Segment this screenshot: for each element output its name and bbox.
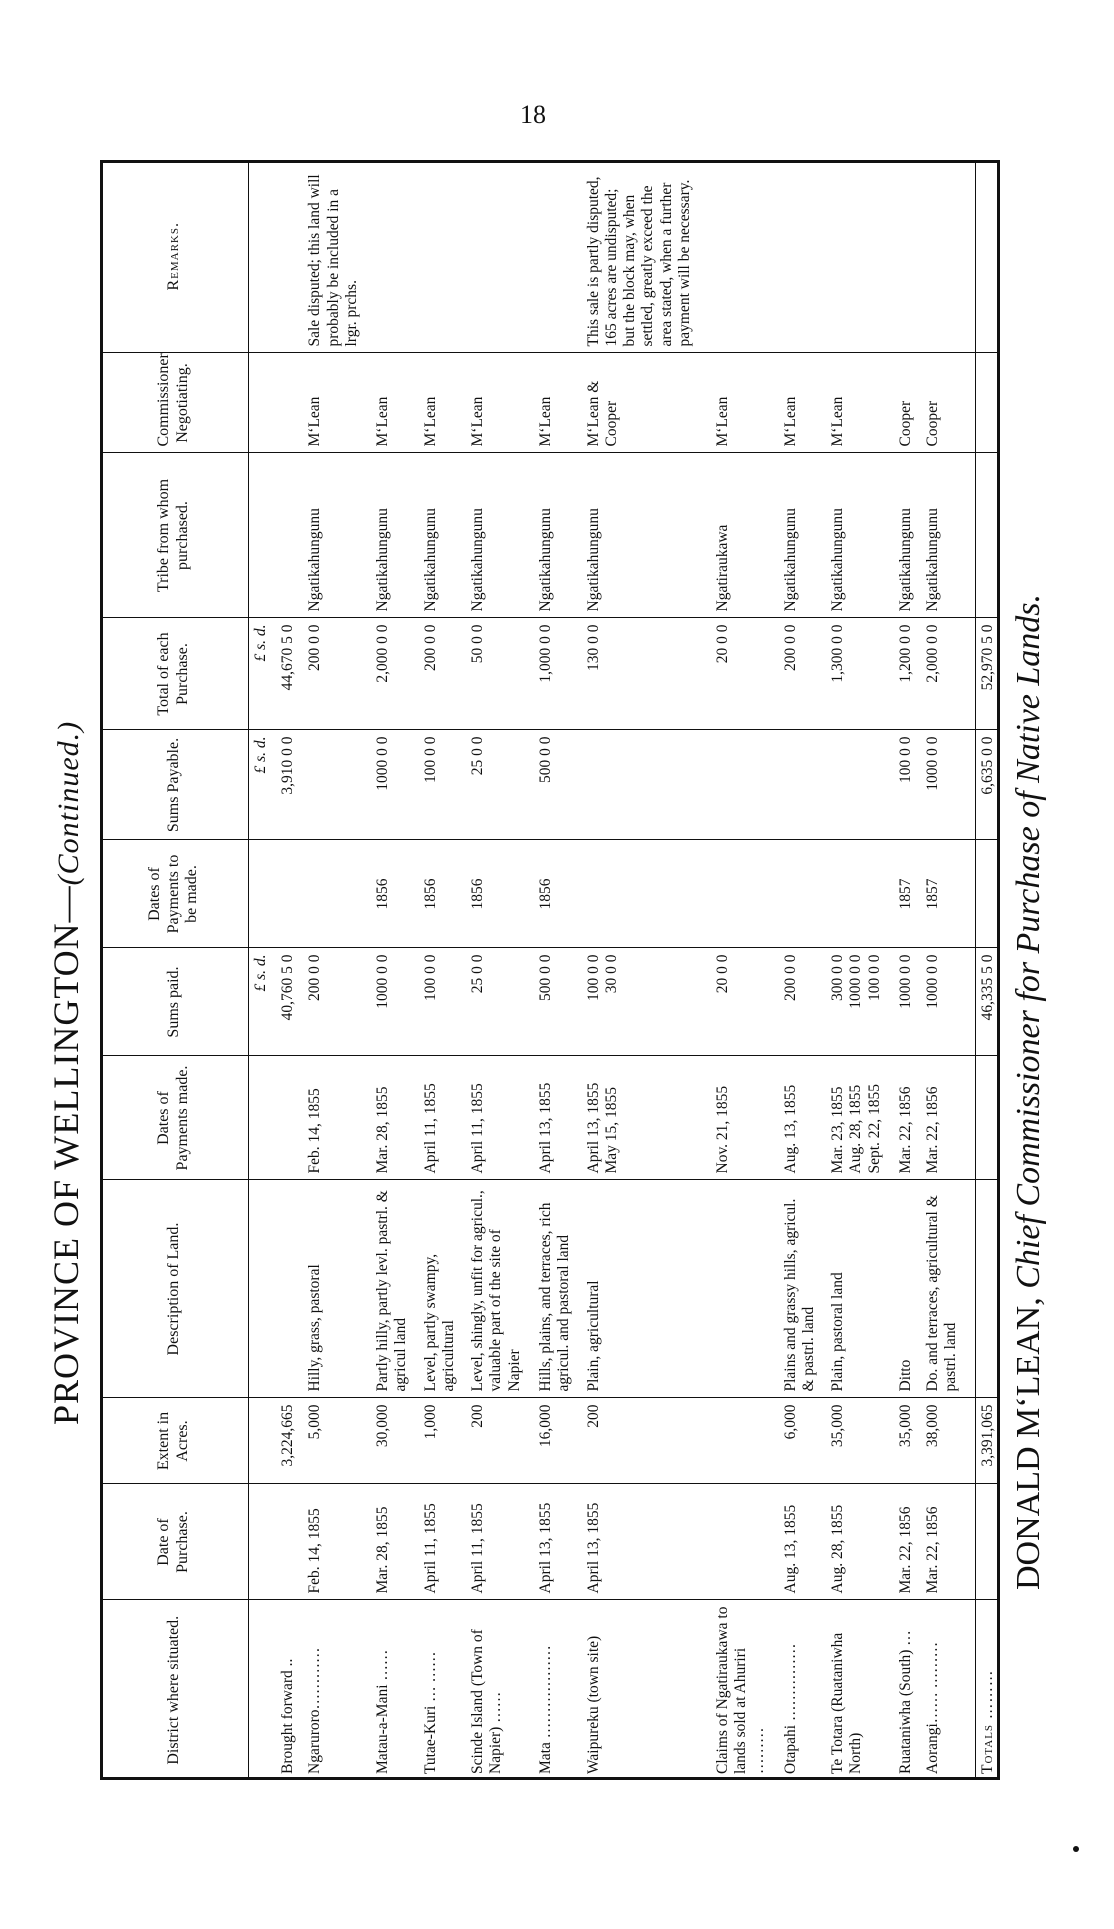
cell-sums-paid: 300 0 0 1000 0 0 100 0 0 xyxy=(826,948,894,1056)
cell-total: 1,300 0 0 xyxy=(826,618,894,730)
units-total: £ s. d. xyxy=(249,618,277,730)
cell-description: Level, partly swampy, agricultural xyxy=(419,1180,467,1398)
cell-extent: 1,000 xyxy=(419,1398,467,1484)
totals-empty xyxy=(975,1056,1000,1180)
totals-empty xyxy=(975,453,1000,618)
cell-description xyxy=(711,1180,779,1398)
cell-commissioner: Cooper xyxy=(894,353,921,453)
units-cell-empty xyxy=(249,1484,277,1600)
cell-sums-payable xyxy=(826,730,894,840)
cell-sums-paid: 20 0 0 xyxy=(711,948,779,1056)
totals-row xyxy=(975,160,1000,1780)
cell-extent: 3,224,665 xyxy=(276,1398,303,1484)
cell-description xyxy=(276,1180,303,1398)
cell-description: Do. and terraces, agricultural & pastrl. land xyxy=(921,1180,969,1398)
cell-commissioner: M‘Lean & Cooper xyxy=(582,353,711,453)
cell-extent: 35,000 xyxy=(894,1398,921,1484)
units-cell-empty xyxy=(249,840,277,948)
cell-tribe: Ngatikahungunu xyxy=(371,453,419,618)
cell-payment-dates: Mar. 22, 1856 xyxy=(894,1056,921,1180)
cell-remarks xyxy=(419,160,467,353)
cell-remarks xyxy=(894,160,921,353)
cell-sums-paid: 100 0 0 30 0 0 xyxy=(582,948,711,1056)
units-cell-empty xyxy=(249,160,277,353)
cell-payment-dates: Mar. 23, 1855 Aug. 28, 1855 Sept. 22, 1855 xyxy=(826,1056,894,1180)
title-main: PROVINCE OF WELLINGTON— xyxy=(46,885,86,1425)
header-tribe: Tribe from whom purchased. xyxy=(100,453,249,618)
cell-district: Ngaruroro………… xyxy=(306,1647,324,1774)
cell-remarks xyxy=(371,160,419,353)
cell-purchase-date: Mar. 22, 1856 xyxy=(921,1484,969,1600)
cell-commissioner: M‘Lean xyxy=(419,353,467,453)
cell-sums-payable: 500 0 0 xyxy=(534,730,582,840)
cell-tribe: Ngatikahungunu xyxy=(582,453,711,618)
cell-sums-payable xyxy=(711,730,779,840)
cell-tribe xyxy=(276,453,303,618)
cell-extent: 16,000 xyxy=(534,1398,582,1484)
cell-payment-dates: Mar. 28, 1855 xyxy=(371,1056,419,1180)
purchase-table xyxy=(100,160,1000,1780)
cell-description: Partly hilly, partly levl. pastrl. & agricul land xyxy=(371,1180,419,1398)
cell-district: Matau-a-Mani …… xyxy=(374,1649,392,1774)
cell-sums-payable xyxy=(582,730,711,840)
cell-remarks xyxy=(534,160,582,353)
cell-commissioner: M‘Lean xyxy=(534,353,582,453)
cell-purchase-date: Aug. 13, 1855 xyxy=(779,1484,827,1600)
totals-extent: 3,391,065 xyxy=(975,1398,1000,1484)
cell-sums-payable: 100 0 0 xyxy=(894,730,921,840)
cell-payment-dates: April 13, 1855 xyxy=(534,1056,582,1180)
cell-district: Brought forward .. xyxy=(279,1658,297,1774)
cell-due-dates xyxy=(779,840,827,948)
cell-purchase-date: April 13, 1855 xyxy=(582,1484,711,1600)
cell-district: Tutae-Kuri … …… xyxy=(421,1651,439,1774)
table-row xyxy=(921,160,969,1780)
totals-empty xyxy=(975,160,1000,353)
header-sums-paid: Sums paid. xyxy=(100,948,249,1056)
cell-extent xyxy=(711,1398,779,1484)
cell-tribe: Ngatikahungunu xyxy=(779,453,827,618)
cell-sums-paid: 200 0 0 xyxy=(779,948,827,1056)
table-row xyxy=(303,160,371,1780)
cell-sums-payable xyxy=(303,730,371,840)
cell-sums-payable: 3,910 0 0 xyxy=(276,730,303,840)
cell-description: Plain, agricultural xyxy=(582,1180,711,1398)
header-total: Total of each Purchase. xyxy=(100,618,249,730)
totals-empty xyxy=(975,840,1000,948)
cell-total: 1,000 0 0 xyxy=(534,618,582,730)
cell-purchase-date: April 13, 1855 xyxy=(534,1484,582,1600)
cell-remarks: Sale disputed; this land will probably be included in a lrgr. prchs. xyxy=(303,160,371,353)
cell-district: Aorangi…… ……… xyxy=(924,1641,942,1774)
cell-district: Scinde Island (Town of Napier) …… xyxy=(469,1629,505,1774)
cell-payment-dates xyxy=(276,1056,303,1180)
totals-sums-paid: 46,335 5 0 xyxy=(975,948,1000,1056)
cell-purchase-date: Feb. 14, 1855 xyxy=(303,1484,371,1600)
cell-due-dates xyxy=(303,840,371,948)
header-extent: Extent in Acres. xyxy=(100,1398,249,1484)
cell-sums-payable: 1000 0 0 xyxy=(371,730,419,840)
cell-remarks xyxy=(826,160,894,353)
table-row xyxy=(779,160,827,1780)
cell-remarks: This sale is partly disputed, 165 acres are undisputed; but the block may, when settled, greatly exceed the area stated, when a further payment will be necessary. xyxy=(582,160,711,353)
units-row xyxy=(249,160,277,1780)
cell-tribe: Ngatikahungunu xyxy=(419,453,467,618)
cell-extent: 30,000 xyxy=(371,1398,419,1484)
cell-district: Te Totara (Ruataniwha North) xyxy=(829,1632,865,1774)
cell-sums-payable: 25 0 0 xyxy=(466,730,534,840)
header-date-of-purchase: Date of Purchase. xyxy=(100,1484,249,1600)
units-sums-payable: £ s. d. xyxy=(249,730,277,840)
totals-label: Totals ……… xyxy=(975,1600,1000,1780)
cell-description: Plains and grassy hills, agricul. & pastrl. land xyxy=(779,1180,827,1398)
ink-speck xyxy=(1073,1846,1079,1852)
cell-total: 2,000 0 0 xyxy=(371,618,419,730)
totals-total: 52,970 5 0 xyxy=(975,618,1000,730)
cell-tribe: Ngatikahungunu xyxy=(466,453,534,618)
page-title xyxy=(45,721,87,1425)
cell-total: 20 0 0 xyxy=(711,618,779,730)
cell-commissioner: M‘Lean xyxy=(371,353,419,453)
header-dates-to-be-made: Dates of Payments to be made. xyxy=(100,840,249,948)
signature xyxy=(1010,594,1048,1590)
units-cell-empty xyxy=(249,1398,277,1484)
cell-district: Waipureku (town site) xyxy=(584,1635,602,1774)
cell-due-dates: 1856 xyxy=(466,840,534,948)
cell-due-dates xyxy=(826,840,894,948)
cell-extent: 6,000 xyxy=(779,1398,827,1484)
cell-commissioner: M‘Lean xyxy=(779,353,827,453)
cell-description: Level, shingly, unfit for agricul., valuable part of the site of Napier xyxy=(466,1180,534,1398)
cell-extent: 5,000 xyxy=(303,1398,371,1484)
cell-sums-paid: 500 0 0 xyxy=(534,948,582,1056)
units-cell-empty xyxy=(249,1056,277,1180)
cell-remarks xyxy=(921,160,969,353)
cell-remarks xyxy=(711,160,779,353)
table-body xyxy=(249,160,969,1780)
cell-sums-paid: 1000 0 0 xyxy=(371,948,419,1056)
cell-sums-paid: 1000 0 0 xyxy=(921,948,969,1056)
cell-tribe: Ngatikahungunu xyxy=(894,453,921,618)
cell-total: 200 0 0 xyxy=(303,618,371,730)
header-remarks: Remarks. xyxy=(100,160,249,353)
cell-district: Ruataniwha (South) … xyxy=(897,1630,914,1774)
units-cell-empty xyxy=(249,1600,277,1780)
table-row xyxy=(894,160,921,1780)
cell-description: Ditto xyxy=(894,1180,921,1398)
table-row xyxy=(534,160,582,1780)
page-number: 18 xyxy=(520,100,546,129)
cell-sums-paid: 40,760 5 0 xyxy=(276,948,303,1056)
cell-due-dates: 1857 xyxy=(894,840,921,948)
header-commissioner: Commissioner Negotiating. xyxy=(100,353,249,453)
units-sums-paid: £ s. d. xyxy=(249,948,277,1056)
cell-due-dates: 1856 xyxy=(534,840,582,948)
cell-tribe: Ngatiraukawa xyxy=(711,453,779,618)
cell-total: 44,670 5 0 xyxy=(276,618,303,730)
cell-remarks xyxy=(466,160,534,353)
cell-due-dates xyxy=(711,840,779,948)
cell-due-dates: 1857 xyxy=(921,840,969,948)
cell-remarks xyxy=(779,160,827,353)
totals-empty xyxy=(975,353,1000,453)
cell-due-dates: 1856 xyxy=(419,840,467,948)
cell-due-dates: 1856 xyxy=(371,840,419,948)
cell-district: Claims of Ngatiraukawa to lands sold at Ahuriri ……… xyxy=(713,1606,768,1774)
table-row xyxy=(711,160,779,1780)
units-cell-empty xyxy=(249,353,277,453)
cell-commissioner: Cooper xyxy=(921,353,969,453)
cell-district: Otapahi …………… xyxy=(781,1643,799,1774)
cell-tribe: Ngatikahungunu xyxy=(303,453,371,618)
purchase-table-rotated xyxy=(100,160,1000,1780)
cell-payment-dates: Nov. 21, 1855 xyxy=(711,1056,779,1180)
signature-role: Chief Commissioner for Purchase of Native Lands. xyxy=(1010,593,1047,1289)
cell-description: Plain, pastoral land xyxy=(826,1180,894,1398)
units-cell-empty xyxy=(249,1180,277,1398)
cell-commissioner: M‘Lean xyxy=(711,353,779,453)
units-cell-empty xyxy=(249,453,277,618)
cell-payment-dates: Mar. 22, 1856 xyxy=(921,1056,969,1180)
cell-purchase-date: Aug. 28, 1855 xyxy=(826,1484,894,1600)
cell-purchase-date xyxy=(276,1484,303,1600)
cell-district: Mata ……………… xyxy=(537,1645,555,1774)
cell-purchase-date: Mar. 22, 1856 xyxy=(894,1484,921,1600)
cell-payment-dates: April 11, 1855 xyxy=(466,1056,534,1180)
cell-payment-dates: Aug. 13, 1855 xyxy=(779,1056,827,1180)
cell-extent: 38,000 xyxy=(921,1398,969,1484)
signature-name: DONALD M‘LEAN, xyxy=(1010,1297,1047,1590)
cell-tribe: Ngatikahungunu xyxy=(826,453,894,618)
cell-sums-payable xyxy=(779,730,827,840)
cell-commissioner xyxy=(276,353,303,453)
cell-total: 1,200 0 0 xyxy=(894,618,921,730)
table-row xyxy=(466,160,534,1780)
cell-tribe: Ngatikahungunu xyxy=(921,453,969,618)
cell-total: 200 0 0 xyxy=(419,618,467,730)
table-row xyxy=(276,160,303,1780)
header-sums-payable: Sums Payable. xyxy=(100,730,249,840)
cell-sums-payable: 100 0 0 xyxy=(419,730,467,840)
cell-purchase-date: April 11, 1855 xyxy=(419,1484,467,1600)
cell-extent: 35,000 xyxy=(826,1398,894,1484)
table-row xyxy=(419,160,467,1780)
cell-sums-paid: 1000 0 0 xyxy=(894,948,921,1056)
table-row xyxy=(582,160,711,1780)
cell-commissioner: M‘Lean xyxy=(826,353,894,453)
totals-empty xyxy=(975,1180,1000,1398)
table-row xyxy=(371,160,419,1780)
totals-sums-payable: 6,635 0 0 xyxy=(975,730,1000,840)
cell-description: Hills, plains, and terraces, rich agricul. and pastoral land xyxy=(534,1180,582,1398)
header-row xyxy=(100,160,249,1780)
cell-sums-paid: 25 0 0 xyxy=(466,948,534,1056)
table-row xyxy=(826,160,894,1780)
cell-extent: 200 xyxy=(466,1398,534,1484)
header-description: Description of Land. xyxy=(100,1180,249,1398)
cell-remarks xyxy=(276,160,303,353)
cell-payment-dates: April 13, 1855 May 15, 1855 xyxy=(582,1056,711,1180)
cell-total: 50 0 0 xyxy=(466,618,534,730)
cell-due-dates xyxy=(582,840,711,948)
cell-commissioner: M‘Lean xyxy=(303,353,371,453)
cell-tribe: Ngatikahungunu xyxy=(534,453,582,618)
cell-purchase-date: April 11, 1855 xyxy=(466,1484,534,1600)
cell-description: Hilly, grass, pastoral xyxy=(303,1180,371,1398)
totals-empty xyxy=(975,1484,1000,1600)
cell-payment-dates: April 11, 1855 xyxy=(419,1056,467,1180)
cell-due-dates xyxy=(276,840,303,948)
cell-purchase-date xyxy=(711,1484,779,1600)
cell-total: 200 0 0 xyxy=(779,618,827,730)
header-dates-payments-made: Dates of Payments made. xyxy=(100,1056,249,1180)
cell-payment-dates: Feb. 14, 1855 xyxy=(303,1056,371,1180)
cell-total: 2,000 0 0 xyxy=(921,618,969,730)
title-continued: (Continued.) xyxy=(52,720,85,886)
cell-purchase-date: Mar. 28, 1855 xyxy=(371,1484,419,1600)
cell-total: 130 0 0 xyxy=(582,618,711,730)
cell-sums-payable: 1000 0 0 xyxy=(921,730,969,840)
cell-sums-paid: 100 0 0 xyxy=(419,948,467,1056)
cell-commissioner: M‘Lean xyxy=(466,353,534,453)
cell-sums-paid: 200 0 0 xyxy=(303,948,371,1056)
header-district: District where situated. xyxy=(100,1600,249,1780)
cell-extent: 200 xyxy=(582,1398,711,1484)
